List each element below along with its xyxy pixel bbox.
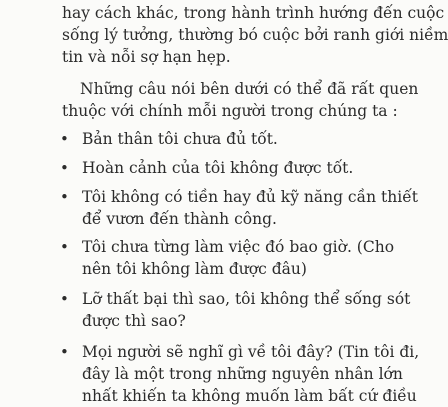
intro-line-3: tin và nỗi sợ hạn hẹp. (62, 48, 231, 66)
bullet-marker: • (60, 343, 69, 361)
bullet-4-line-1: Tôi chưa từng làm việc đó bao giờ. (Cho (82, 238, 395, 256)
bullet-6-line-3: nhất khiến ta không muốn làm bất cứ điều (82, 387, 417, 405)
bullet-marker: • (60, 238, 69, 256)
bullet-marker: • (60, 188, 69, 206)
bullet-1-line-1: Bản thân tôi chưa đủ tốt. (82, 130, 278, 148)
bullet-2-line-1: Hoàn cảnh của tôi không được tốt. (82, 159, 354, 177)
intro-line-1: hay cách khác, trong hành trình hướng đến cuộc (62, 4, 445, 22)
bullet-4-line-2: nên tôi không làm được đâu) (82, 260, 307, 278)
bullet-6-line-1: Mọi người sẽ nghĩ gì về tôi đây? (Tin tôi đi, (82, 343, 420, 361)
bullet-marker: • (60, 290, 69, 308)
intro-line-2: sống lý tưởng, thường bó cuộc bởi ranh giới niềm (62, 26, 448, 44)
bullet-5-line-2: được thì sao? (82, 312, 186, 330)
bullet-3-line-2: để vươn đến thành công. (82, 210, 277, 228)
bullet-marker: • (60, 159, 69, 177)
paragraph-line-2: thuộc với chính mỗi người trong chúng ta : (62, 102, 398, 120)
bullet-5-line-1: Lỡ thất bại thì sao, tôi không thể sống sót (82, 290, 411, 308)
bullet-marker: • (60, 130, 69, 148)
paragraph-line-1: Những câu nói bên dưới có thể đã rất quen (80, 80, 419, 98)
bullet-3-line-1: Tôi không có tiền hay đủ kỹ năng cần thiết (82, 188, 418, 206)
bullet-6-line-2: đây là một trong những nguyên nhân lớn (82, 365, 403, 383)
